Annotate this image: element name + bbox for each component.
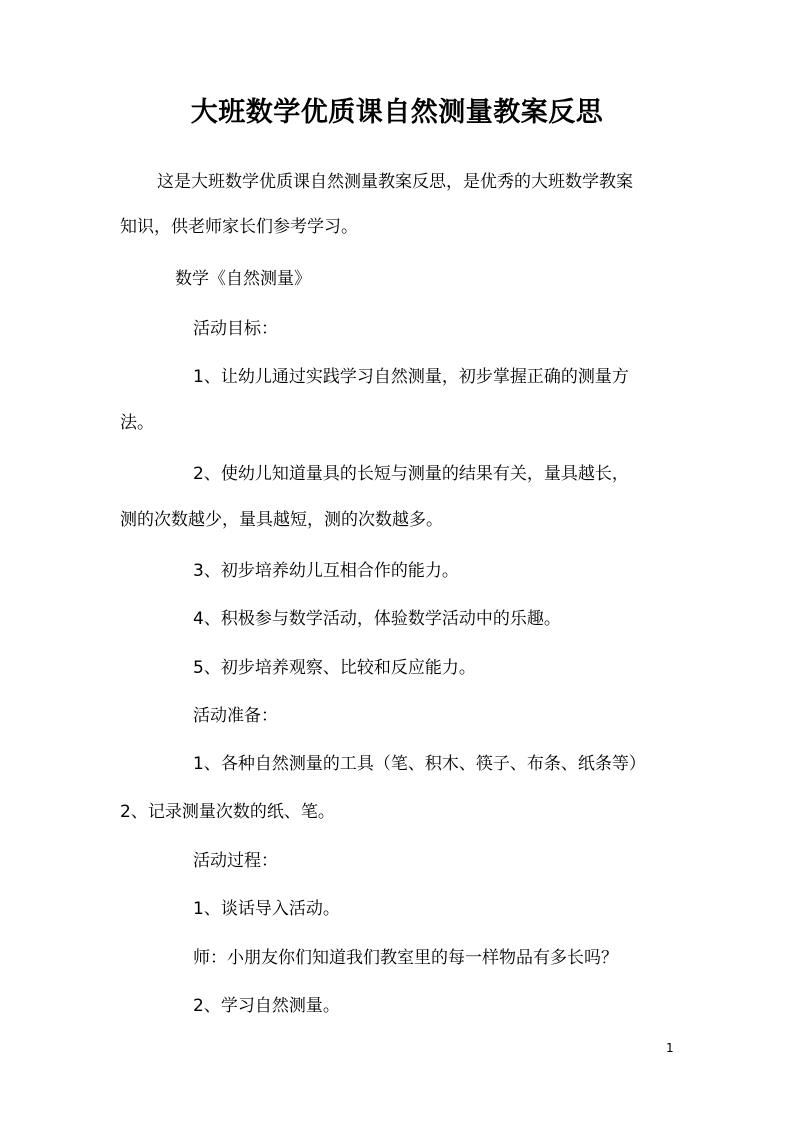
document-title: 大班数学优质课自然测量教案反思 (190, 97, 604, 128)
paragraph-line: 数学《自然测量》 (175, 269, 311, 289)
paragraph-line: 活动准备： (193, 706, 278, 726)
paragraph-line: 2、使幼儿知道量具的长短与测量的结果有关，量具越长， (193, 464, 629, 484)
paragraph-line: 5、初步培养观察、比较和反应能力。 (193, 658, 476, 678)
paragraph-line: 这是大班数学优质课自然测量教案反思，是优秀的大班数学教案 (157, 172, 633, 192)
paragraph-line: 活动目标： (193, 319, 278, 339)
paragraph-line: 师：小朋友你们知道我们教室里的每一样物品有多长吗？ (193, 948, 618, 968)
paragraph-line: 4、积极参与数学活动，体验数学活动中的乐趣。 (193, 609, 561, 629)
paragraph-line: 3、初步培养幼儿互相合作的能力。 (193, 561, 459, 581)
paragraph-line: 1、让幼儿通过实践学习自然测量，初步掌握正确的测量方 (193, 367, 629, 387)
paragraph-line: 2、记录测量次数的纸、笔。 (120, 802, 335, 822)
paragraph-line: 1、各种自然测量的工具（笔、积木、筷子、布条、纸条等） (193, 754, 646, 774)
paragraph-line: 1、谈话导入活动。 (193, 899, 340, 919)
paragraph-line: 活动过程： (193, 851, 278, 871)
paragraph-line: 法。 (120, 413, 154, 433)
paragraph-line: 测的次数越少，量具越短，测的次数越多。 (120, 510, 443, 530)
paragraph-line: 知识，供老师家长们参考学习。 (120, 217, 358, 237)
paragraph-line: 2、学习自然测量。 (193, 996, 340, 1016)
page-number: 1 (666, 1041, 674, 1055)
